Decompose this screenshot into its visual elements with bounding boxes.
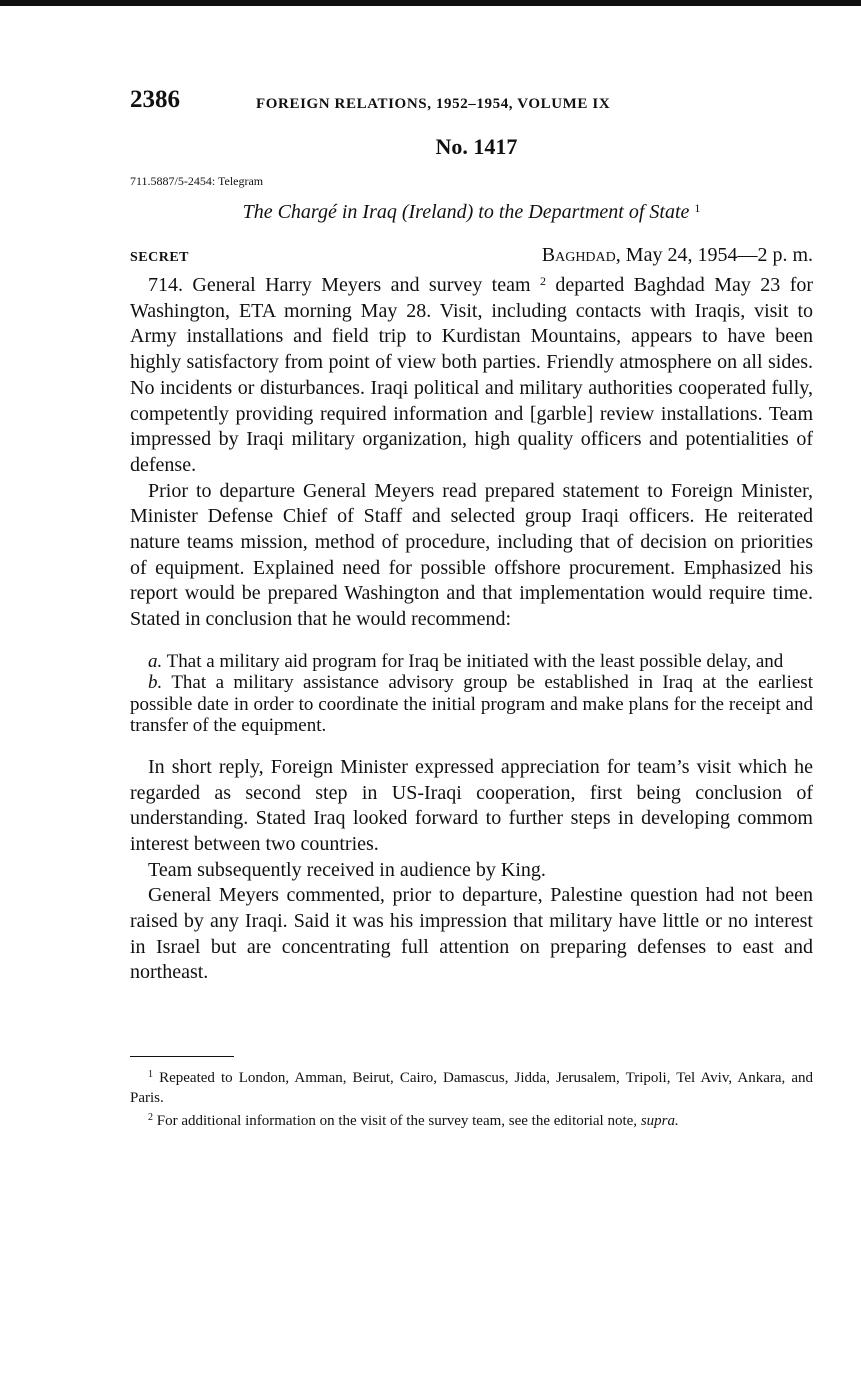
paragraph-3: In short reply, Foreign Minister expressed appreciation for team’s visit which he regarded as second step in US-Iraqi cooperation, first being conclusion of understanding. Stated Iraq looked forward to further steps in developing commom interest between two countries. [130, 755, 813, 855]
list-text-b: That a military assistance advisory group be established in Iraq at the earliest possible date in order to coordinate the initial program and make plans for the receipt and transfer of the equipment. [130, 672, 813, 737]
footnote-divider [130, 1056, 234, 1057]
footnote-2-mark: 2 [148, 1112, 153, 1124]
document-title-text: The Chargé in Iraq (Ireland) to the Department of State [242, 201, 690, 223]
file-reference: 711.5887/5-2454: Telegram [130, 174, 264, 188]
footnote-2 [130, 1108, 813, 1132]
document-number: No. 1417 [435, 134, 518, 159]
paragraph-2: Prior to departure General Meyers read prepared statement to Foreign Minister, Minister Defense Chief of Staff and selected group Iraqi officers. He reiterated nature teams mission, method of procedure, including that of decision on priorities of equipment. Explained need for possible offshore procurement. Emphasized his report would be prepared Washington and that implementation would require time. Stated in conclusion that he would recommend: [130, 479, 813, 631]
classification-label: SECRET [130, 250, 190, 265]
list-item-b [130, 672, 813, 737]
list-marker-b: b. [148, 672, 163, 694]
page-top-border [0, 0, 861, 6]
paragraph-1-start: 714. General Harry Meyers and survey team [148, 274, 531, 296]
page-header [130, 86, 813, 120]
paragraph-1 [130, 269, 813, 479]
paragraph-4: Team subsequently received in audience by King. [148, 858, 546, 881]
list-marker-a: a. [148, 650, 163, 672]
recommendation-list [130, 651, 813, 737]
footnote-1 [130, 1065, 813, 1108]
footnote-2-text: For additional information on the visit of the survey team, see the editorial note, [156, 1113, 641, 1130]
paragraph-1-rest: departed Baghdad May 23 for Washington, ETA morning May 28. Visit, including contacts with Iraqis, visit to Army installations and field trip to Kurdistan Mountains, appears to have been highly satisfactory from point of view both parties. Friendly atmosphere on all sides. No incidents or disturbances. Iraqi political and military authorities cooperated fully, competently providing required information and [garble] review installations. Team impressed by Iraqi military organization, high quality officers and potentialities of defense. [130, 274, 814, 476]
document-page [130, 86, 813, 1132]
dateline [542, 244, 813, 267]
footnotes [130, 1065, 813, 1132]
document-title [130, 201, 813, 224]
list-item-a [130, 651, 813, 673]
dateline-place: Baghdad [541, 244, 616, 266]
paragraph-5: General Meyers commented, prior to departure, Palestine question had not been raised by any Iraqi. Said it was his impression that military have little or no interest in Israel but are concentrating full attention on preparing defenses to east and northeast. [130, 884, 813, 984]
running-head: FOREIGN RELATIONS, 1952–1954, VOLUME IX [256, 96, 611, 112]
dateline-row [130, 244, 813, 267]
page-number: 2386 [130, 86, 180, 113]
footnote-2-supra: supra. [640, 1113, 679, 1130]
footnote-1-text: Repeated to London, Amman, Beirut, Cairo, Damascus, Jidda, Jerusalem, Tripoli, Tel Aviv, Ankara, and Paris. [130, 1070, 814, 1106]
footnote-mark-1[interactable]: 1 [694, 201, 701, 215]
footnote-1-mark: 1 [148, 1069, 153, 1081]
dateline-date: , May 24, 1954—2 p. m. [615, 244, 813, 266]
list-text-a: That a military aid program for Iraq be initiated with the least possible delay, and [166, 650, 784, 672]
footnote-mark-2[interactable]: 2 [539, 274, 546, 288]
